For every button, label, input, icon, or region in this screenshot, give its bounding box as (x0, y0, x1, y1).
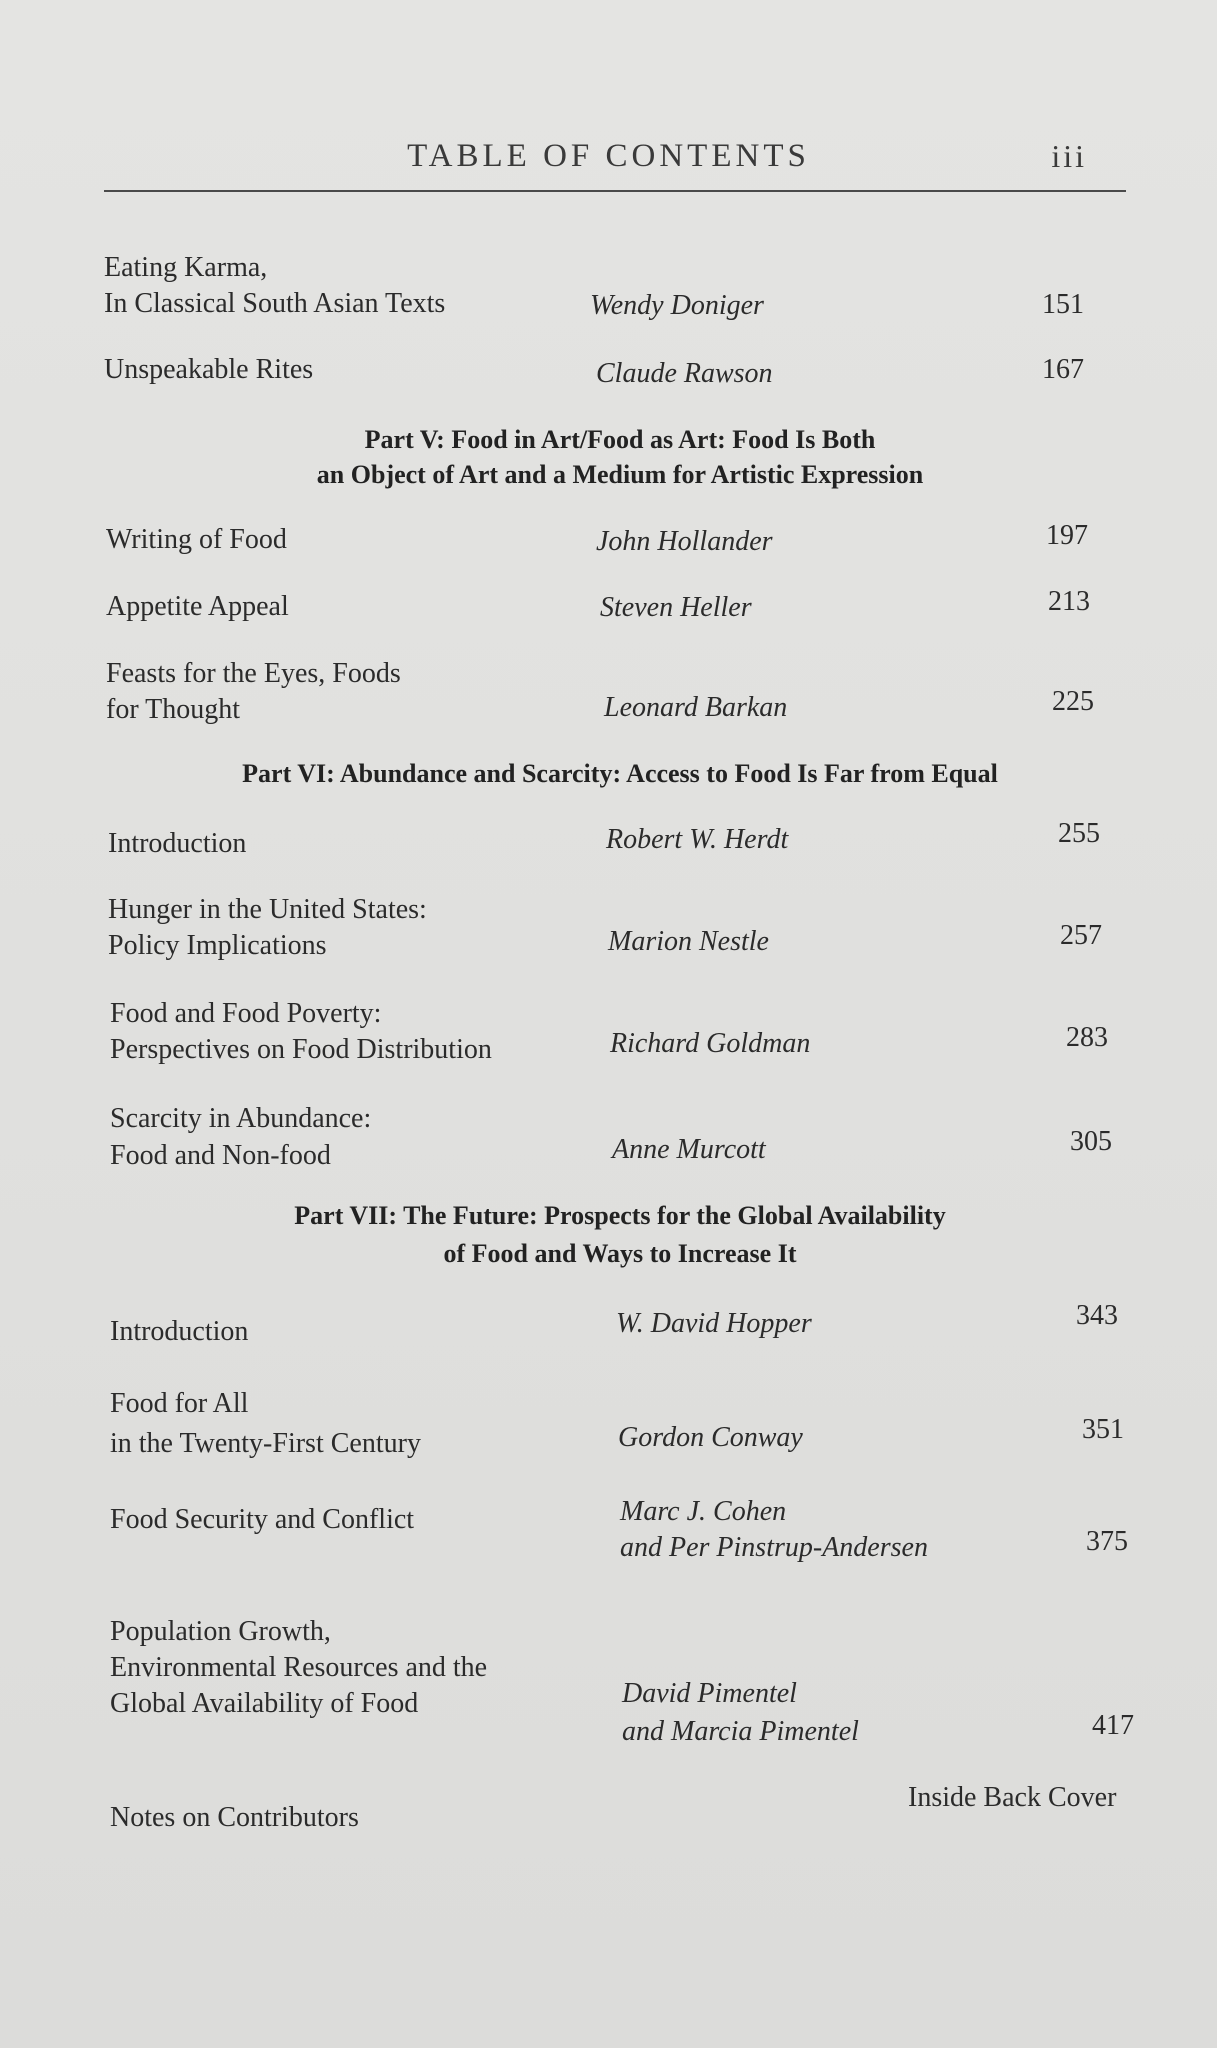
entry-title-line: Appetite Appeal (106, 591, 289, 622)
running-header-title: TABLE OF CONTENTS (407, 138, 810, 174)
entry-title-line: Food for All (110, 1388, 249, 1419)
entry-title-line: Notes on Contributors (110, 1802, 359, 1833)
entry-author: John Hollander (596, 526, 773, 557)
entry-page: Inside Back Cover (908, 1782, 1117, 1813)
entry-title-line: Feasts for the Eyes, Foods (106, 658, 401, 689)
entry-title-line: Unspeakable Rites (104, 354, 314, 385)
entry-author: Leonard Barkan (604, 692, 788, 723)
entry-author: Marc J. Cohen (620, 1496, 787, 1527)
entry-author: and Marcia Pimentel (622, 1716, 859, 1747)
running-header-page-number: iii (1051, 138, 1087, 174)
entry-page: 197 (1046, 520, 1088, 551)
entry-title-line: Eating Karma, (104, 252, 268, 283)
entry-title-line: Writing of Food (106, 524, 287, 555)
part-heading-line: Part V: Food in Art/Food as Art: Food Is Both (364, 425, 876, 454)
entry-page: 255 (1058, 818, 1100, 849)
entry-title-line: for Thought (106, 694, 241, 725)
part-heading-line: Part VI: Abundance and Scarcity: Access to Food Is Far from Equal (242, 759, 998, 788)
entry-title-line: Global Availability of Food (110, 1688, 419, 1719)
entry-title-line: Food Security and Conflict (110, 1504, 415, 1535)
entry-title-line: Population Growth, (110, 1616, 331, 1647)
entry-title-line: In Classical South Asian Texts (104, 288, 446, 319)
entry-author: W. David Hopper (616, 1308, 812, 1339)
entry-author: Claude Rawson (596, 358, 773, 389)
entry-page: 167 (1042, 354, 1084, 385)
entry-author: Wendy Doniger (590, 290, 764, 321)
entry-author: Gordon Conway (618, 1422, 803, 1453)
entry-author: Marion Nestle (608, 926, 769, 957)
entry-page: 351 (1082, 1414, 1124, 1445)
entry-title-line: Environmental Resources and the (110, 1652, 488, 1683)
entry-title-line: Policy Implications (108, 930, 327, 961)
entry-title-line: Introduction (110, 1316, 249, 1347)
entry-title-line: Hunger in the United States: (108, 894, 427, 925)
part-heading-line: Part VII: The Future: Prospects for the Global Availability (294, 1201, 946, 1230)
entry-title-line: Food and Food Poverty: (110, 998, 382, 1029)
entry-author: Steven Heller (600, 592, 752, 623)
entry-author: Robert W. Herdt (606, 824, 789, 855)
entry-title-line: Introduction (108, 828, 247, 859)
entry-page: 417 (1092, 1710, 1134, 1741)
entry-author: Richard Goldman (610, 1028, 811, 1059)
entry-page: 343 (1076, 1300, 1118, 1331)
entry-title-line: Food and Non-food (110, 1140, 331, 1171)
entry-page: 375 (1086, 1526, 1128, 1557)
entry-page: 305 (1070, 1126, 1112, 1157)
entry-author: and Per Pinstrup-Andersen (620, 1532, 928, 1563)
entry-title-line: Scarcity in Abundance: (110, 1103, 372, 1134)
entry-page: 225 (1052, 686, 1094, 717)
entry-title-line: in the Twenty-First Century (110, 1428, 421, 1459)
entry-title-line: Perspectives on Food Distribution (110, 1034, 492, 1065)
header-rule (104, 190, 1126, 192)
entry-page: 257 (1060, 920, 1102, 951)
entry-author: David Pimentel (622, 1678, 797, 1709)
entry-page: 151 (1042, 289, 1084, 320)
part-heading-line: of Food and Ways to Increase It (443, 1239, 797, 1268)
entry-page: 213 (1048, 586, 1090, 617)
entry-author: Anne Murcott (612, 1134, 766, 1165)
part-heading-line: an Object of Art and a Medium for Artistic Expression (316, 460, 924, 489)
entry-page: 283 (1066, 1022, 1108, 1053)
